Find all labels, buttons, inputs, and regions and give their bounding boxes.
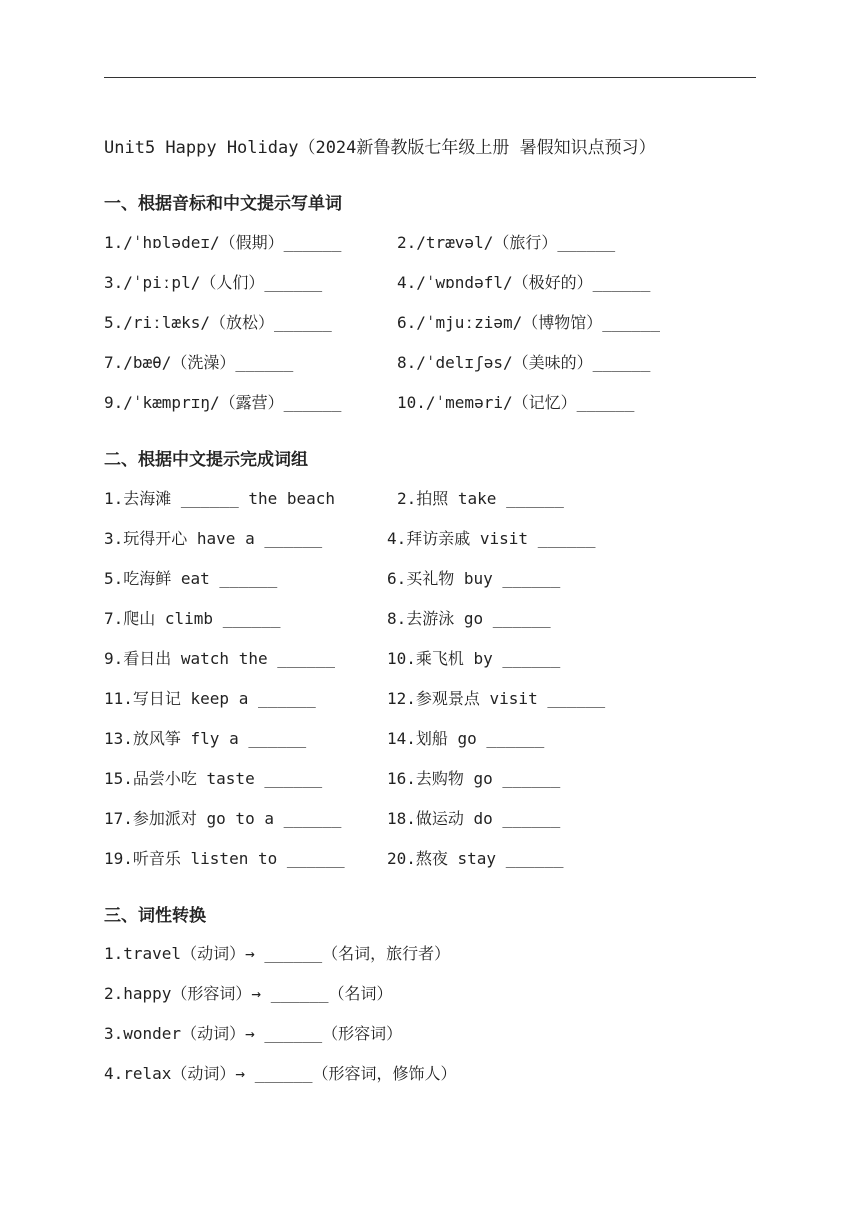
s1-item: 6./ˈmjuːziəm/（博物馆）______ bbox=[397, 313, 661, 332]
s2-item: 8.去游泳 go ______ bbox=[387, 609, 551, 628]
section-2-heading: 二、根据中文提示完成词组 bbox=[104, 450, 308, 470]
s1-item: 4./ˈwɒndəfl/（极好的）______ bbox=[397, 273, 651, 292]
s2-item: 17.参加派对 go to a ______ bbox=[104, 809, 342, 828]
s3-line: 1.travel（动词）→ ______（名词，旅行者） bbox=[104, 944, 451, 963]
s2-item: 19.听音乐 listen to ______ bbox=[104, 849, 345, 868]
s3-line: 3.wonder（动词）→ ______（形容词） bbox=[104, 1024, 403, 1043]
s2-item: 3.玩得开心 have a ______ bbox=[104, 529, 323, 548]
s2-item: 14.划船 go ______ bbox=[387, 729, 545, 748]
s2-item: 10.乘飞机 by ______ bbox=[387, 649, 561, 668]
s2-item: 6.买礼物 buy ______ bbox=[387, 569, 561, 588]
s1-item: 3./ˈpiːpl/（人们）______ bbox=[104, 273, 323, 292]
s2-item: 13.放风筝 fly a ______ bbox=[104, 729, 307, 748]
s1-item: 10./ˈmeməri/（记忆）______ bbox=[397, 393, 635, 412]
s2-item: 20.熬夜 stay ______ bbox=[387, 849, 564, 868]
s3-line: 4.relax（动词）→ ______（形容词，修饰人） bbox=[104, 1064, 457, 1083]
s2-item: 11.写日记 keep a ______ bbox=[104, 689, 316, 708]
s2-item: 12.参观景点 visit ______ bbox=[387, 689, 606, 708]
header-rule bbox=[104, 77, 756, 78]
section-3-heading: 三、词性转换 bbox=[104, 906, 206, 926]
s2-item: 1.去海滩 ______ the beach bbox=[104, 489, 336, 508]
section-1-heading: 一、根据音标和中文提示写单词 bbox=[104, 194, 342, 214]
s2-item: 7.爬山 climb ______ bbox=[104, 609, 281, 628]
s2-item: 18.做运动 do ______ bbox=[387, 809, 561, 828]
s2-item: 15.品尝小吃 taste ______ bbox=[104, 769, 323, 788]
s2-item: 9.看日出 watch the ______ bbox=[104, 649, 336, 668]
s2-item: 16.去购物 go ______ bbox=[387, 769, 561, 788]
s2-item: 4.拜访亲戚 visit ______ bbox=[387, 529, 596, 548]
s1-item: 2./trævəl/（旅行）______ bbox=[397, 233, 616, 252]
s1-item: 7./bæθ/（洗澡）______ bbox=[104, 353, 294, 372]
s3-line: 2.happy（形容词）→ ______（名词） bbox=[104, 984, 393, 1003]
s1-item: 8./ˈdelɪʃəs/（美味的）______ bbox=[397, 353, 651, 372]
s2-item: 2.拍照 take ______ bbox=[397, 489, 564, 508]
document-title: Unit5 Happy Holiday（2024新鲁教版七年级上册 暑假知识点预习） bbox=[104, 138, 656, 158]
s1-item: 5./riːlæks/（放松）______ bbox=[104, 313, 332, 332]
s2-item: 5.吃海鲜 eat ______ bbox=[104, 569, 278, 588]
s1-item: 1./ˈhɒlədeɪ/（假期）______ bbox=[104, 233, 342, 252]
s1-item: 9./ˈkæmprɪŋ/（露营）______ bbox=[104, 393, 342, 412]
